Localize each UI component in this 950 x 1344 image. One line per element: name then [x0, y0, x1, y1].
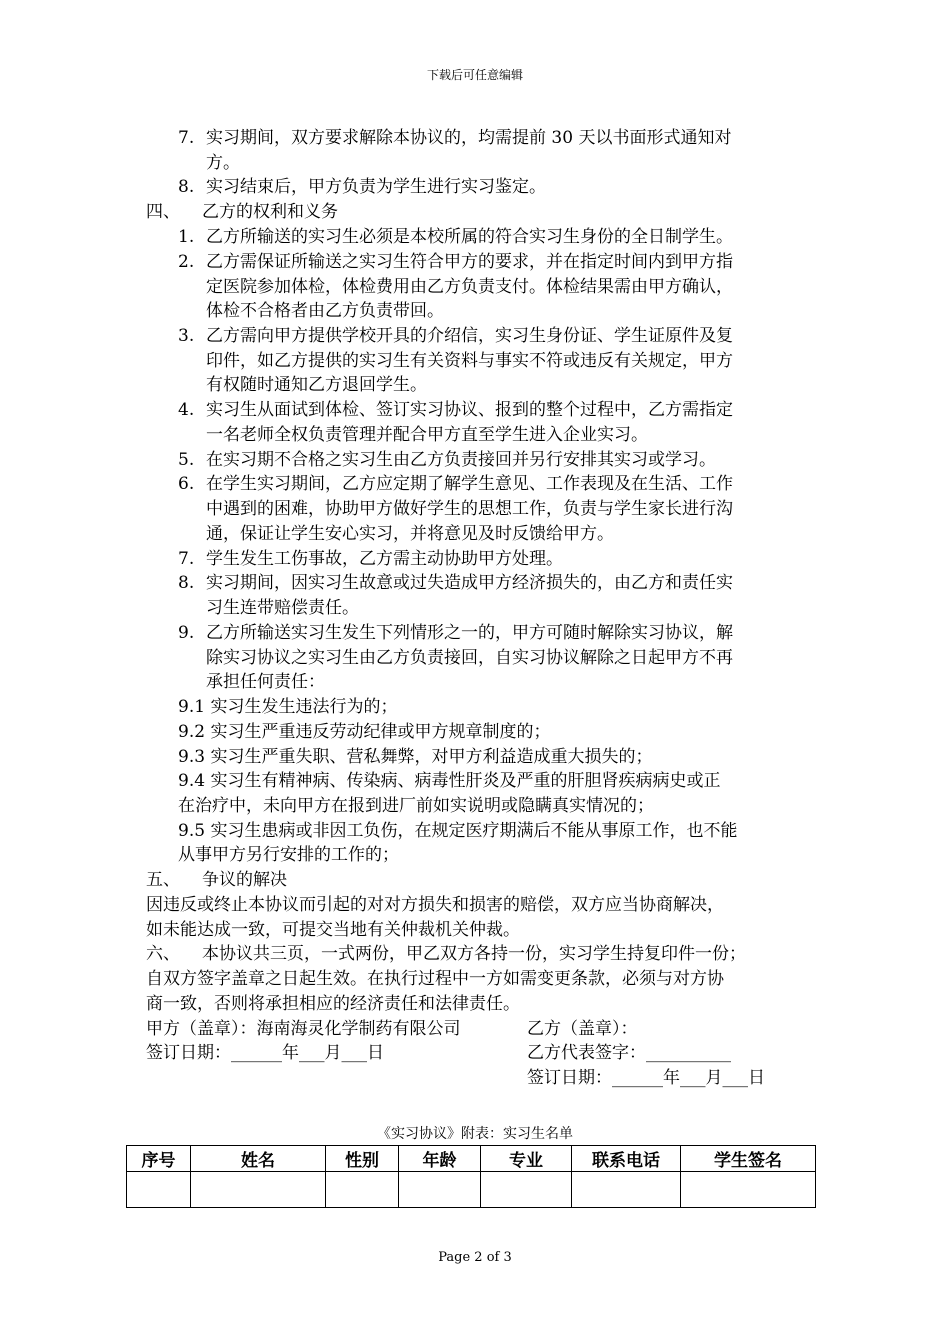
- column-header: 序号: [127, 1146, 191, 1172]
- column-header: 联系电话: [572, 1146, 681, 1172]
- party-b-seal: 乙方（盖章）：: [527, 1019, 638, 1039]
- item-number: 4.: [178, 400, 195, 420]
- item-number: 6.: [178, 474, 195, 494]
- table-row: [127, 1172, 816, 1208]
- column-header: 专业: [481, 1146, 572, 1172]
- item-number: 1.: [178, 227, 195, 247]
- text-line: 有权随时通知乙方退回学生。: [206, 375, 427, 395]
- text-line: 自双方签字盖章之日起生效。在执行过程中一方如需变更条款，必须与对方协: [146, 969, 724, 989]
- section-title: 乙方的权利和义务: [202, 202, 338, 222]
- subitem-line: 在治疗中，未向甲方在报到进厂前如实说明或隐瞒真实情况的；: [178, 796, 654, 816]
- text-line: 方。: [206, 153, 240, 173]
- text-line: 实习期间，双方要求解除本协议的，均需提前 30 天以书面形式通知对: [206, 128, 732, 148]
- text-line: 习生连带赔偿责任。: [206, 598, 359, 618]
- section-number: 五、: [146, 870, 180, 890]
- text-line: 如未能达成一致，可提交当地有关仲裁机关仲裁。: [146, 920, 520, 940]
- subitem-line: 9.4 实习生有精神病、传染病、病毒性肝炎及严重的肝胆肾疾病病史或正: [178, 771, 721, 791]
- subitem-line: 9.3 实习生严重失职、营私舞弊，对甲方利益造成重大损失的；: [178, 747, 653, 767]
- subitem-line: 9.5 实习生患病或非因工负伤，在规定医疗期满后不能从事原工作，也不能: [178, 821, 738, 841]
- table-cell: [572, 1172, 681, 1208]
- text-line: 除实习协议之实习生由乙方负责接回，自实习协议解除之日起甲方不再: [206, 648, 733, 668]
- column-header: 性别: [326, 1146, 399, 1172]
- item-number: 7.: [178, 549, 195, 569]
- table-cell: [481, 1172, 572, 1208]
- subitem-line: 从事甲方另行安排的工作的；: [178, 845, 399, 865]
- text-line: 乙方所输送实习生发生下列情形之一的，甲方可随时解除实习协议，解: [206, 623, 733, 643]
- section-number: 六、: [146, 944, 180, 964]
- text-line: 学生发生工伤事故，乙方需主动协助甲方处理。: [206, 549, 563, 569]
- text-line: 实习期间，因实习生故意或过失造成甲方经济损失的，由乙方和责任实: [206, 573, 733, 593]
- item-number: 2.: [178, 252, 195, 272]
- subitem-line: 9.2 实习生严重违反劳动纪律或甲方规章制度的；: [178, 722, 551, 742]
- column-header: 姓名: [191, 1146, 326, 1172]
- table-header-row: [127, 1146, 816, 1172]
- page-footer: Page 2 of 3: [438, 1250, 512, 1265]
- text-line: 承担任何责任：: [206, 672, 325, 692]
- text-line: 定医院参加体检，体检费用由乙方负责支付。体检结果需由甲方确认，: [206, 277, 733, 297]
- table-cell: [326, 1172, 399, 1208]
- section-number: 四、: [146, 202, 180, 222]
- party-b-representative: 乙方代表签字：__________: [527, 1043, 731, 1063]
- text-line: 体检不合格者由乙方负责带回。: [206, 301, 444, 321]
- text-line: 乙方需保证所输送之实习生符合甲方的要求，并在指定时间内到甲方指: [206, 252, 733, 272]
- item-number: 9.: [178, 623, 195, 643]
- text-line: 商一致，否则将承担相应的经济责任和法律责任。: [146, 994, 520, 1014]
- text-line: 印件，如乙方提供的实习生有关资料与事实不符或违反有关规定，甲方: [206, 351, 733, 371]
- column-header: 学生签名: [681, 1146, 816, 1172]
- text-line: 一名老师全权负责管理并配合甲方直至学生进入企业实习。: [206, 425, 648, 445]
- page-header: 下载后可任意编辑: [426, 68, 523, 82]
- text-line: 本协议共三页，一式两份，甲乙双方各持一份，实习学生持复印件一份；: [202, 944, 746, 964]
- table-cell: [191, 1172, 326, 1208]
- text-line: 实习结束后，甲方负责为学生进行实习鉴定。: [206, 177, 546, 197]
- item-number: 3.: [178, 326, 195, 346]
- item-number: 7.: [178, 128, 195, 148]
- sign-date-b: 签订日期：______年___月___日: [527, 1068, 765, 1088]
- party-a-seal: 甲方（盖章）：海南海灵化学制药有限公司: [146, 1019, 461, 1039]
- table-cell: [399, 1172, 481, 1208]
- text-line: 乙方需向甲方提供学校开具的介绍信，实习生身份证、学生证原件及复: [206, 326, 733, 346]
- item-number: 8.: [178, 177, 195, 197]
- table-cell: [127, 1172, 191, 1208]
- table-cell: [681, 1172, 816, 1208]
- text-line: 实习生从面试到体检、签订实习协议、报到的整个过程中，乙方需指定: [206, 400, 733, 420]
- text-line: 因违反或终止本协议而引起的对对方损失和损害的赔偿，双方应当协商解决，: [146, 895, 724, 915]
- appendix-caption: 《实习协议》附表：实习生名单: [377, 1126, 573, 1142]
- sign-date-a: 签订日期：______年___月___日: [146, 1043, 384, 1063]
- text-line: 乙方所输送的实习生必须是本校所属的符合实习生身份的全日制学生。: [206, 227, 733, 247]
- intern-roster-table: [126, 1145, 816, 1208]
- text-line: 中遇到的困难，协助甲方做好学生的思想工作，负责与学生家长进行沟: [206, 499, 733, 519]
- column-header: 年龄: [399, 1146, 481, 1172]
- item-number: 5.: [178, 450, 195, 470]
- text-line: 在实习期不合格之实习生由乙方负责接回并另行安排其实习或学习。: [206, 450, 716, 470]
- section-title: 争议的解决: [202, 870, 287, 890]
- text-line: 在学生实习期间，乙方应定期了解学生意见、工作表现及在生活、工作: [206, 474, 733, 494]
- item-number: 8.: [178, 573, 195, 593]
- text-line: 通，保证让学生安心实习，并将意见及时反馈给甲方。: [206, 524, 614, 544]
- subitem-line: 9.1 实习生发生违法行为的；: [178, 697, 398, 717]
